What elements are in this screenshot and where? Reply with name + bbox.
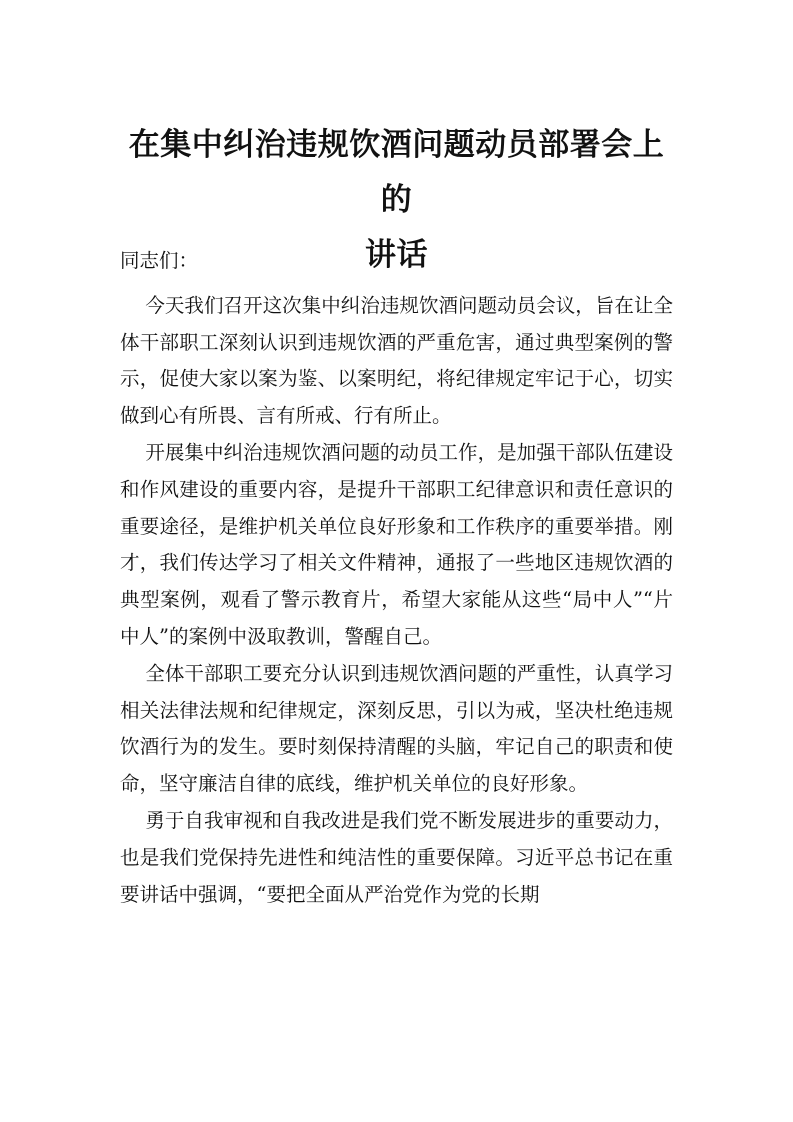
paragraph-3: 全体干部职工要充分认识到违规饮酒问题的严重性，认真学习相关法律法规和纪律规定，深刻反思，引以为戒，坚决杜绝违规饮酒行为的发生。要时刻保持清醒的头脑，牢记自己的职责和使命，坚守廉洁自律的底线，维护机关单位的良好形象。 (120, 661, 673, 796)
paragraph-1: 今天我们召开这次集中纠治违规饮酒问题动员会议，旨在让全体干部职工深刻认识到违规饮酒的严重危害，通过典型案例的警示，促使大家以案为鉴、以案明纪，将纪律规定牢记于心，切实做到心有所畏、言有所戒、行有所止。 (120, 293, 673, 428)
paragraph-2: 开展集中纠治违规饮酒问题的动员工作，是加强干部队伍建设和作风建设的重要内容，是提升干部职工纪律意识和责任意识的重要途径，是维护机关单位良好形象和工作秩序的重要举措。刚才，我们传达学习了相关文件精神，通报了一些地区违规饮酒的典型案例，观看了警示教育片，希望大家能从这些“局中人”“片中人”的案例中汲取教训，警醒自己。 (120, 440, 673, 648)
title-line-1: 在集中纠治违规饮酒问题动员部署会上的 (128, 127, 665, 218)
greeting: 同志们： (120, 249, 199, 272)
document-body (120, 243, 673, 913)
title-line-2: 讲话 (365, 237, 428, 273)
paragraph-4: 勇于自我审视和自我改进是我们党不断发展进步的重要动力，也是我们党保持先进性和纯洁性的重要保障。习近平总书记在重要讲话中强调，“要把全面从严治党作为党的长期 (120, 808, 673, 906)
